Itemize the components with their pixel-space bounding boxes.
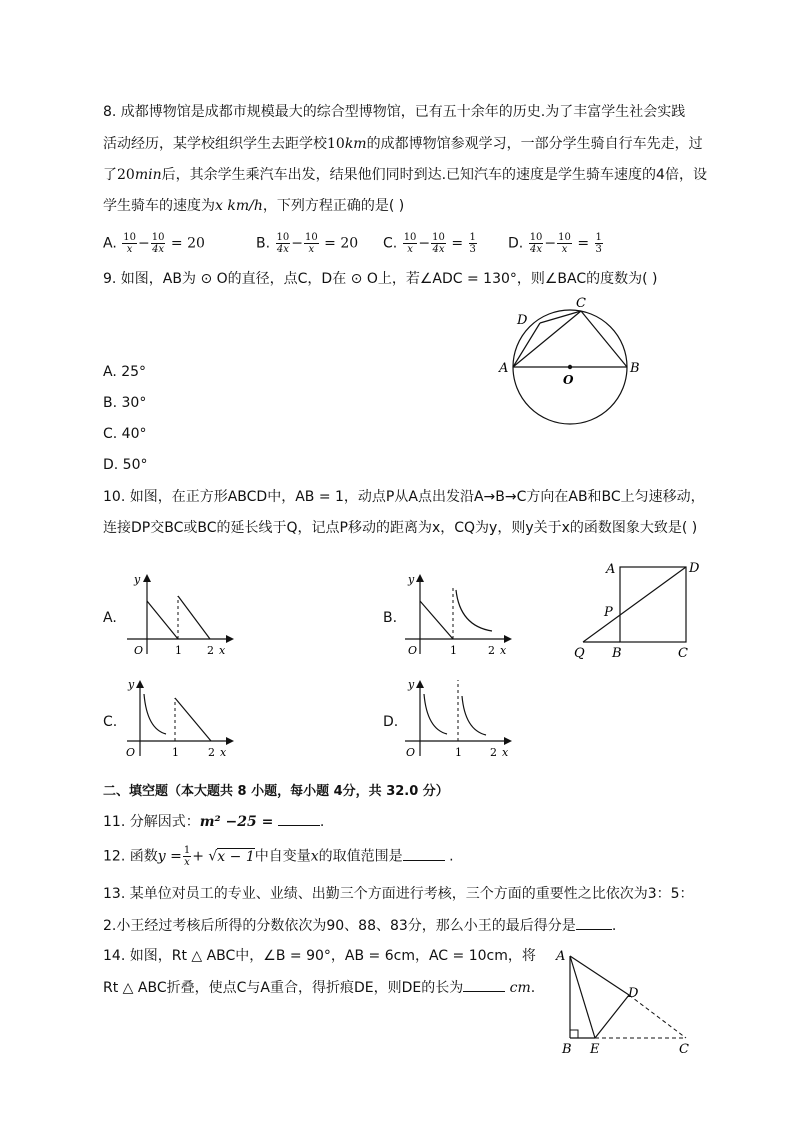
fraction: $\frac{1}{3}$ xyxy=(469,232,476,255)
fraction: $\frac{10}{4x}$ xyxy=(276,232,290,255)
svg-text:E: E xyxy=(590,1042,600,1057)
svg-text:P: P xyxy=(604,605,613,620)
svg-text:2: 2 xyxy=(208,746,215,759)
segment-de xyxy=(595,995,629,1038)
svg-text:D: D xyxy=(689,561,700,576)
q14-line1: 14. 如图，Rt △ ABC中，∠B = 90°，AB = 6cm，AC = 10cm，将 xyxy=(103,948,536,964)
q9-option-b[interactable]: B. 30° xyxy=(103,395,147,411)
segment-dc xyxy=(540,311,581,323)
q10-option-a-label[interactable]: A. xyxy=(103,610,117,626)
svg-text:A: A xyxy=(556,949,566,964)
q13-line1: 13. 某单位对员工的专业、业绩、出勤三个方面进行考核，三个方面的重要性之比依次为3：5： xyxy=(103,886,694,902)
svg-text:y: y xyxy=(408,678,415,691)
svg-text:y: y xyxy=(134,573,141,586)
q13-line2: 2.小王经过考核后所得的分数依次为90、88、83分，那么小王的最后得分是 . xyxy=(103,915,616,936)
q8-line2: 活动经历，某学校组织学生去距学校10km的成都博物馆参观学习，一部分学生骑自行车先走，过 xyxy=(103,136,703,152)
svg-text:1: 1 xyxy=(175,644,182,657)
svg-text:x: x xyxy=(500,644,507,657)
q10-graph-b[interactable] xyxy=(400,568,520,660)
q10-graph-d[interactable] xyxy=(400,674,520,766)
right-angle-mark xyxy=(570,1030,578,1038)
svg-text:x: x xyxy=(219,644,226,657)
q9-option-c[interactable]: C. 40° xyxy=(103,426,147,442)
fraction: $\frac{10}{4x}$ xyxy=(529,232,543,255)
svg-text:y: y xyxy=(128,678,135,691)
q9-circle-figure xyxy=(495,292,645,432)
q8-line1: 8. 成都博物馆是成都市规模最大的综合型博物馆，已有五十余年的历史.为了丰富学生社会实践 xyxy=(103,104,686,120)
segment-qd xyxy=(583,567,686,642)
q14-triangle-figure xyxy=(550,944,700,1060)
label-o: O xyxy=(563,373,574,387)
q14-line2: Rt △ ABC折叠，使点C与A重合，得折痕DE，则DE的长为 cm. xyxy=(103,977,535,998)
segment-dc xyxy=(629,995,686,1038)
fraction: $\frac{10}{x}$ xyxy=(403,232,417,255)
fraction: $\frac{1}{3}$ xyxy=(595,232,602,255)
svg-text:C: C xyxy=(678,646,688,661)
q8-option-d[interactable]: D. $\frac{10}{4x}$ − $\frac{10}{x}$ = $\frac{1}{3}$ xyxy=(508,232,602,255)
label-a: A xyxy=(499,361,509,376)
svg-text:x: x xyxy=(220,746,227,759)
svg-text:D: D xyxy=(628,986,639,1001)
q10-option-c-label[interactable]: C. xyxy=(103,714,118,730)
fraction: $\frac{10}{4x}$ xyxy=(151,232,165,255)
svg-text:x: x xyxy=(502,746,509,759)
svg-text:1: 1 xyxy=(450,644,457,657)
svg-text:O: O xyxy=(406,746,416,759)
q8-option-b[interactable]: B. $\frac{10}{4x}$ − $\frac{10}{x}$ = 20 xyxy=(256,232,359,255)
label-c: C xyxy=(576,296,586,311)
svg-text:y: y xyxy=(408,573,415,586)
q8-line3: 了20min后，其余学生乘汽车出发，结果他们同时到达.已知汽车的速度是学生骑车速度的4倍，设 xyxy=(103,167,707,183)
q10-graph-a[interactable] xyxy=(122,568,242,660)
q9-option-a[interactable]: A. 25° xyxy=(103,364,147,380)
svg-text:B: B xyxy=(562,1042,572,1057)
svg-text:Q: Q xyxy=(574,646,585,661)
fraction: $\frac{10}{x}$ xyxy=(558,232,571,255)
svg-text:A: A xyxy=(606,562,616,577)
svg-text:O: O xyxy=(126,746,136,759)
q10-graph-c[interactable] xyxy=(122,674,242,766)
svg-text:1: 1 xyxy=(455,746,462,759)
fraction: $\frac{10}{x}$ xyxy=(123,232,136,255)
answer-blank[interactable] xyxy=(403,846,445,861)
q8-line4: 学生骑车的速度为x km/h，下列方程正确的是( ) xyxy=(103,198,405,214)
q11: 11. 分解因式：m² −25 = . xyxy=(103,811,324,832)
section-heading-fill-blank: 二、填空题（本大题共 8 小题，每小题 4分，共 32.0 分） xyxy=(103,784,449,799)
center-point xyxy=(568,365,572,369)
label-b: B xyxy=(630,361,640,376)
label-d: D xyxy=(517,313,528,328)
q9-option-d[interactable]: D. 50° xyxy=(103,457,148,473)
segment-ad xyxy=(570,956,629,995)
q10-option-b-label[interactable]: B. xyxy=(383,610,398,626)
svg-text:2: 2 xyxy=(490,746,497,759)
svg-text:2: 2 xyxy=(207,644,214,657)
answer-blank[interactable] xyxy=(278,811,320,826)
q10-option-d-label[interactable]: D. xyxy=(383,714,399,730)
q10-line1: 10. 如图，在正方形ABCD中，AB = 1，动点P从A点出发沿A→B→C方向在AB和BC上匀速移动， xyxy=(103,489,705,505)
fraction: $\frac{10}{4x}$ xyxy=(432,232,445,255)
svg-text:2: 2 xyxy=(488,644,495,657)
svg-text:1: 1 xyxy=(172,746,179,759)
q8-option-c[interactable]: C. $\frac{10}{x}$ − $\frac{10}{4x}$ = $\frac{1}{3}$ xyxy=(383,232,476,255)
q12: 12. 函数y = $\frac{1}{x}$ + √x − 1中自变量x的取值范围是 . xyxy=(103,845,454,868)
svg-text:O: O xyxy=(134,644,144,657)
segment-ae xyxy=(570,956,595,1038)
fraction: $\frac{1}{x}$ xyxy=(183,845,191,868)
svg-text:C: C xyxy=(679,1042,689,1057)
q8-option-a[interactable]: A. $\frac{10}{x}$ − $\frac{10}{4x}$ = 20 xyxy=(103,232,205,255)
answer-blank[interactable] xyxy=(576,915,612,930)
answer-blank[interactable] xyxy=(463,977,505,992)
q10-line2: 连接DP交BC或BC的延长线于Q，记点P移动的距离为x，CQ为y，则y关于x的函数图象大致是( ) xyxy=(103,520,698,536)
fraction: $\frac{10}{x}$ xyxy=(304,232,318,255)
svg-text:O: O xyxy=(408,644,418,657)
svg-text:B: B xyxy=(612,646,622,661)
square-abcd xyxy=(620,567,686,642)
q9-text: 9. 如图，AB为 ⊙ O的直径，点C，D在 ⊙ O上，若∠ADC = 130°，则∠BAC的度数为( ) xyxy=(103,271,658,287)
q10-square-figure xyxy=(570,558,710,664)
sqrt-sign: √ xyxy=(208,848,218,865)
